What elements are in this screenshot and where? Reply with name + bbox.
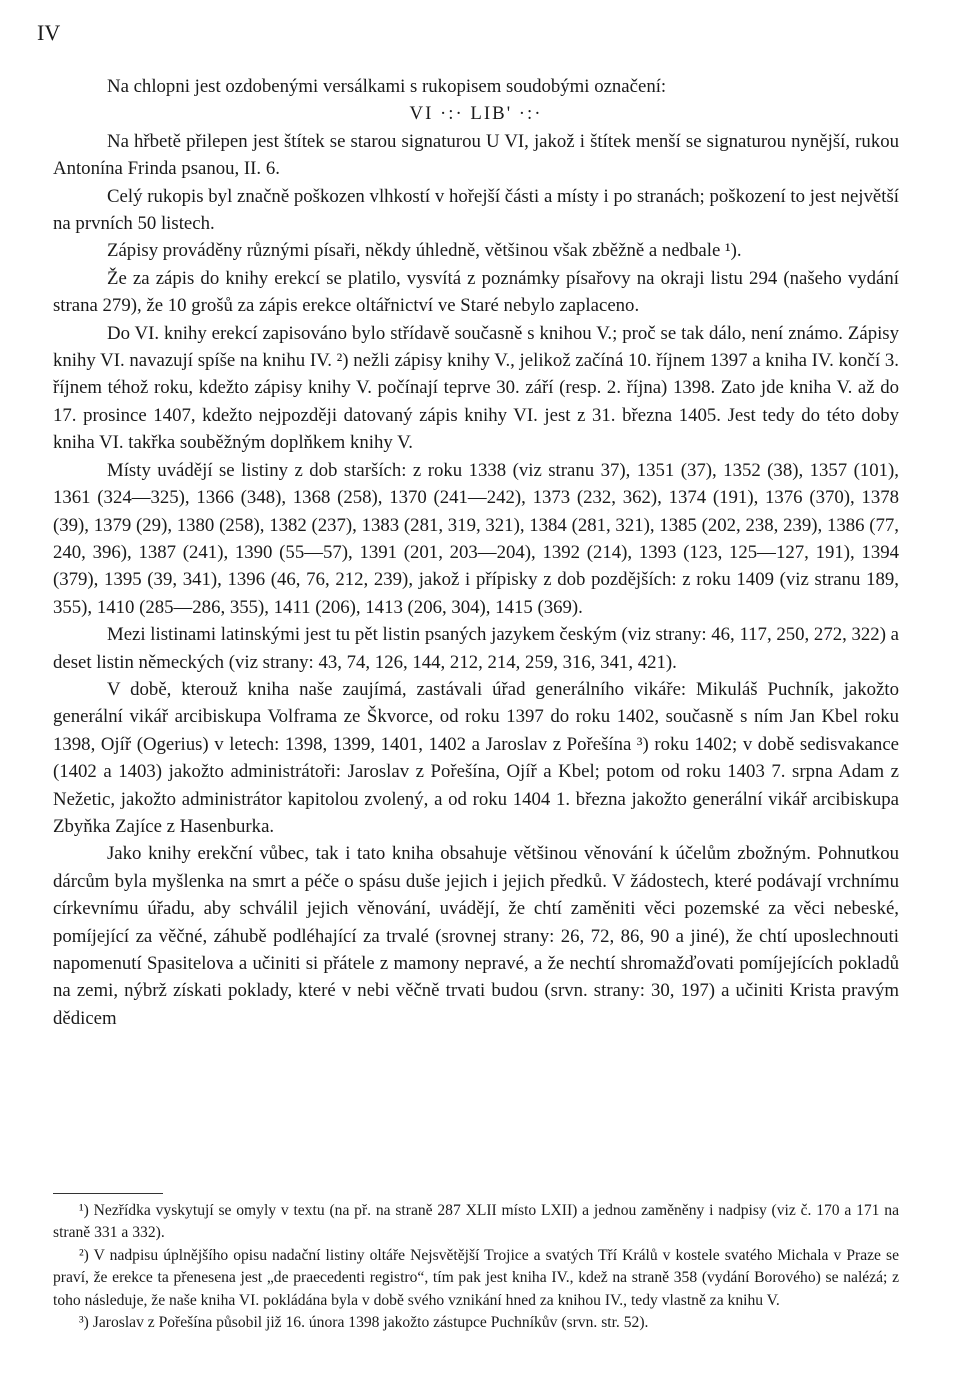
paragraph: Že za zápis do knihy erekcí se platilo, vysvítá z poznámky písařovy na okraji listu 294 (našeho vydání strana 279), že 10 grošů za zápis erekce oltářnictví ve Staré nebylo zaplaceno. xyxy=(53,267,899,317)
footnotes xyxy=(53,1200,899,1334)
paragraph: Na hřbetě přilepen jest štítek se starou signaturou U VI, jakož i štítek menší se signaturou nynější, rukou Antonína Frinda psanou, II. 6. xyxy=(53,130,899,180)
footnote: ¹) Nezřídka vyskytují se omyly v textu (na př. na straně 287 XLII místo LXII) a jednou zaměněny i nadpisy (viz č. 170 a 171 na straně 331 a 332). xyxy=(53,1202,899,1242)
paragraph: V době, kterouž kniha naše zaujímá, zastávali úřad generálního vikáře: Mikuláš Puchník, jakožto generální vikář arcibiskupa Volframa ze Škvorce, od roku 1397 do roku 1402, současně s ním Jan Kbel roku 1398, Ojíř (Ogerius) v letech: 1398, 1399, 1401, 1402 a Jaroslav z Pořešína ³) roku 1402; v době sedisvakance (1402 a 1403) jakožto administrátoři: Jaroslav z Pořešína, Ojíř a Kbel; potom od roku 1403 7. srpna Adam z Nežetic, jakožto administrátor kapitolou zvolený, a od roku 1404 1. března jakožto generální vikář arcibiskupa Zbyňka Zajíce z Hasenburka. xyxy=(53,678,899,837)
paragraph: Mezi listinami latinskými jest tu pět listin psaných jazykem českým (viz strany: 46, 117, 250, 272, 322) a deset listin německých (viz strany: 43, 74, 126, 144, 212, 214, 259, 316, 341, 421). xyxy=(53,624,899,673)
paragraph: Místy uvádějí se listiny z dob starších: z roku 1338 (viz stranu 37), 1351 (37), 1352 (38), 1357 (101), 1361 (324—325), 1366 (348), 1368 (258), 1370 (241—242), 1373 (232, 362), 1374 (191), 1376 (370), 1378 (39), 1379 (29), 1380 (258), 1382 (237), 1383 (281, 319, 321), 1384 (281, 321), 1385 (202, 238, 239), 1386 (77, 240, 396), 1387 (241), 1390 (55—57), 1391 (201, 203—204), 1392 (214), 1393 (123, 125—127, 191), 1394 (379), 1395 (39, 341), 1396 (46, 76, 212, 239), jakož i přípisky z dob pozdějších: z roku 1409 (viz stranu 189, 355), 1410 (285—286, 355), 1411 (206), 1413 (206, 304), 1415 (369). xyxy=(53,459,899,618)
footnote-divider xyxy=(53,1193,163,1194)
signature-line: VI ·:· LIB' ·:· xyxy=(409,103,543,125)
page-number: IV xyxy=(37,20,61,45)
paragraph: Do VI. knihy erekcí zapisováno bylo střídavě současně s knihou V.; proč se tak dálo, není známo. Zápisy knihy VI. navazují spíše na knihu IV. ²) nežli zápisy knihy V., jelikož začíná 10. říjnem 1397 a kniha IV. končí 3. říjnem téhož roku, kdežto zápisy knihy V. počínají teprve 30. září (resp. 2. října) 1398. Zato jde kniha V. až do 17. prosince 1407, kdežto nejpozději datovaný zápis knihy VI. jest z 31. března 1405. Jest tedy do této doby kniha VI. takřka souběžným doplňkem knihy V. xyxy=(53,322,899,454)
footnote: ²) V nadpisu úplnějšího opisu nadační listiny oltáře Nejsvětější Trojice a svatých Tří Králů v kostele svatého Michala v Praze se praví, že erekce ta přenesena jest „de praecedenti registro“, tím pak jest kniha IV., kdež na straně 358 (vydání Borového) se nalézá; z toho následuje, že naše kniha VI. pokládána byla v době svého vznikání hned za knihou IV., tedy vlastně za knihu V. xyxy=(53,1246,899,1309)
paragraph: Jako knihy erekční vůbec, tak i tato kniha obsahuje většinou věnování k účelům zbožným. Pohnutkou dárcům byla myšlenka na smrt a péče o spásu duše jejich i jejich předků. V žádostech, které podávají vrchnímu církevnímu úřadu, aby schválil jejich věnování, uvádějí, že chtí zaměniti věci pozemské za věci nebeské, pomíjející za věčné, záhubě podléhající za trvalé (srovnej strany: 26, 72, 86, 90 a jiné), že chtí uposlechnouti napomenutí Spasitelova a učiniti si přátele z mamony nepravé, a že nechtí shromažďovati pomíjejících pokladů na zemi, nýbrž získati poklady, které v nebi věčně trvati budou (srvn. strany: 30, 197) a učiniti Krista pravým dědicem xyxy=(53,843,899,1029)
paragraph: Na chlopni jest ozdobenými versálkami s rukopisem soudobými označení: xyxy=(107,76,667,97)
paragraph: Zápisy prováděny různými písaři, někdy úhledně, většinou však zběžně a nedbale ¹). xyxy=(107,240,742,262)
paragraph: Celý rukopis byl značně poškozen vlhkostí v hořejší části a místy i po stranách; poškození to jest největší na prvních 50 listech. xyxy=(53,185,899,235)
main-text xyxy=(53,73,899,1032)
footnote: ³) Jaroslav z Pořešína působil již 16. února 1398 jakožto zástupce Puchníkův (srvn. str. 52). xyxy=(79,1314,649,1332)
